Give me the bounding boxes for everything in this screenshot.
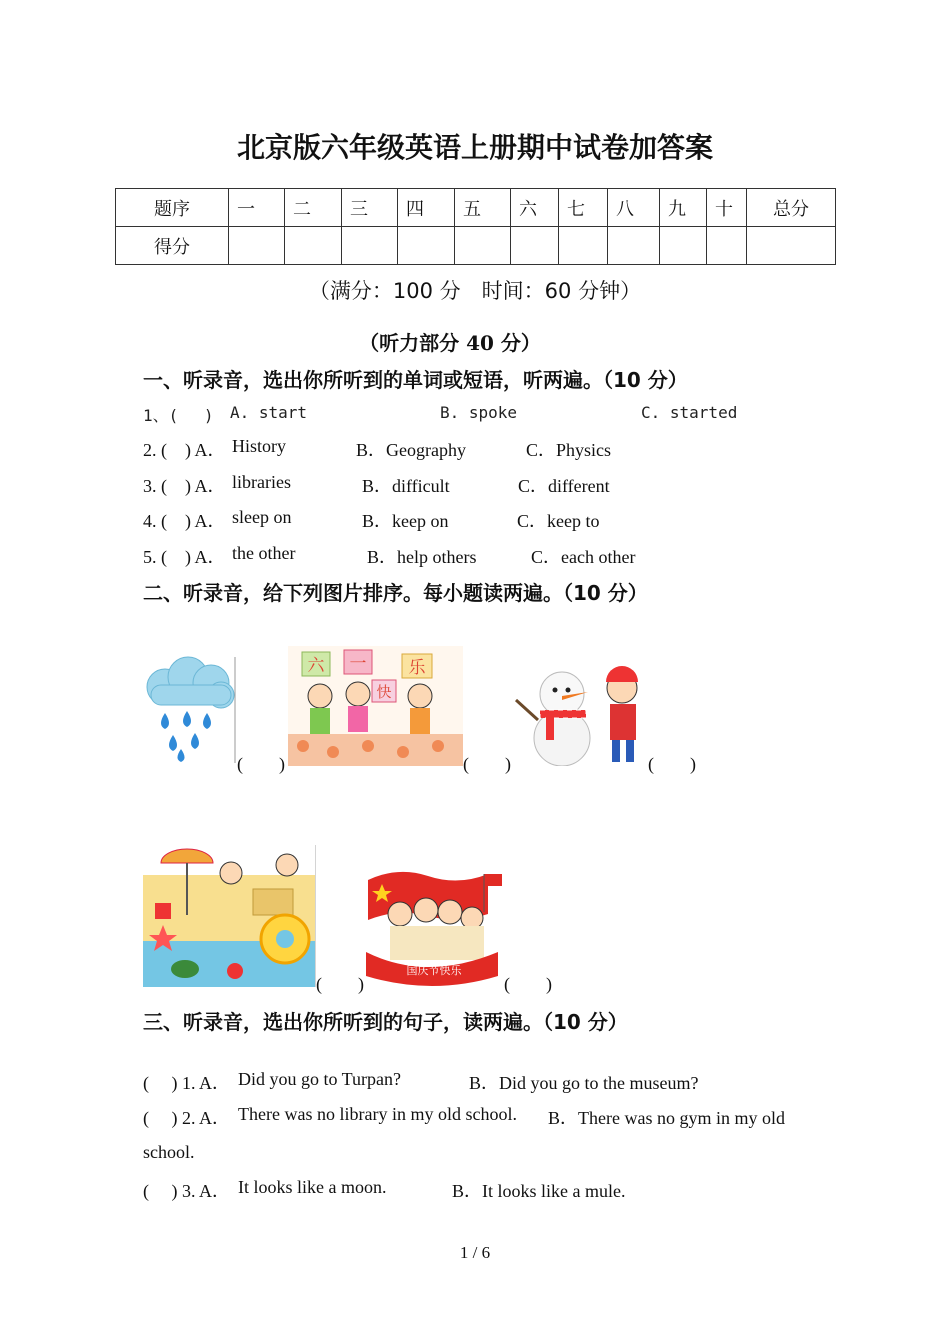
snowman-image (512, 660, 648, 766)
q3-option-a: libraries (232, 472, 291, 492)
s3q3-option-a: It looks like a moon. (238, 1177, 387, 1197)
q4-option-a: sleep on (232, 507, 292, 527)
table-cell: 七 (559, 189, 608, 227)
q5-number: 5. ( ) A． (143, 547, 226, 567)
answer-paren[interactable]: ( ) (316, 974, 364, 994)
q2-number: 2. ( ) A． (143, 440, 226, 460)
table-cell: 总分 (747, 189, 836, 227)
answer-paren[interactable]: ( ) (237, 754, 285, 774)
score-input-cell[interactable] (455, 227, 511, 265)
section2-title: 二、听录音，给下列图片排序。每小题读两遍。（10 分） (143, 581, 648, 605)
childrens-day-image (288, 646, 463, 766)
national-day-image (362, 862, 504, 986)
q4-option-b: B．keep on (362, 511, 449, 531)
s3q2-number: ( ) 2. A． (143, 1108, 230, 1128)
q1-number: 1、( ) (143, 406, 214, 425)
score-input-cell[interactable] (559, 227, 608, 265)
q1-option-c: C. started (641, 403, 738, 422)
q3-option-b: B．difficult (362, 476, 450, 496)
section3-title: 三、听录音，选出你所听到的句子，读两遍。（10 分） (143, 1010, 628, 1034)
score-input-cell[interactable] (608, 227, 660, 265)
s3q2-continuation: school. (143, 1142, 195, 1162)
q4-option-c: C．keep to (517, 511, 600, 531)
listening-part-heading: （听力部分 40 分） (359, 331, 541, 355)
beach-image (143, 845, 316, 987)
table-cell: 九 (660, 189, 707, 227)
s3q2-option-a: There was no library in my old school. (238, 1104, 517, 1124)
score-input-cell[interactable] (398, 227, 455, 265)
table-cell: 四 (398, 189, 455, 227)
q4-number: 4. ( ) A． (143, 511, 226, 531)
answer-paren[interactable]: ( ) (648, 754, 696, 774)
banner-char: 快 (376, 683, 392, 701)
score-table (115, 188, 836, 265)
q5-option-a: the other (232, 543, 296, 563)
s3q1-option-b: B．Did you go to the museum? (469, 1073, 699, 1093)
score-input-cell[interactable] (342, 227, 398, 265)
q2-option-a: History (232, 436, 286, 456)
table-cell: 八 (608, 189, 660, 227)
table-cell: 六 (511, 189, 559, 227)
banner-char: 乐 (408, 658, 426, 678)
table-cell: 得分 (116, 227, 229, 265)
section1-title: 一、听录音，选出你所听到的单词或短语，听两遍。（10 分） (143, 368, 688, 392)
score-table-header-row (116, 189, 836, 227)
s3q3-option-b: B．It looks like a mule. (452, 1181, 626, 1201)
q1-option-b: B. spoke (440, 403, 518, 422)
score-input-cell[interactable] (660, 227, 707, 265)
q5-option-c: C．each other (531, 547, 636, 567)
page-title: 北京版六年级英语上册期中试卷加答案 (236, 131, 713, 164)
score-input-cell[interactable] (707, 227, 747, 265)
table-cell: 十 (707, 189, 747, 227)
table-cell: 五 (455, 189, 511, 227)
s3q3-number: ( ) 3. A． (143, 1181, 230, 1201)
q3-option-c: C．different (518, 476, 610, 496)
page-number: 1 / 6 (459, 1243, 491, 1262)
answer-paren[interactable]: ( ) (463, 754, 511, 774)
s3q1-option-a: Did you go to Turpan? (238, 1069, 402, 1089)
s3q1-number: ( ) 1. A． (143, 1073, 230, 1093)
rain-cloud-image (143, 655, 238, 765)
banner-char: 一 (349, 654, 367, 674)
score-input-cell[interactable] (285, 227, 342, 265)
exam-meta: （满分：100 分 时间：60 分钟） (308, 279, 642, 303)
score-input-cell[interactable] (747, 227, 836, 265)
q3-number: 3. ( ) A． (143, 476, 226, 496)
flag-text: 国庆节快乐 (406, 964, 462, 977)
score-input-cell[interactable] (511, 227, 559, 265)
q2-option-c: C．Physics (526, 440, 612, 460)
table-cell: 一 (229, 189, 285, 227)
table-cell: 二 (285, 189, 342, 227)
answer-paren[interactable]: ( ) (504, 974, 552, 994)
score-table-score-row (116, 227, 836, 265)
s3q2-option-b: B．There was no gym in my old (548, 1108, 785, 1128)
q2-option-b: B．Geography (356, 440, 466, 460)
q5-option-b: B．help others (367, 547, 477, 567)
table-cell: 题序 (116, 189, 229, 227)
q1-option-a: A. start (230, 403, 308, 422)
banner-char: 六 (307, 656, 325, 676)
score-input-cell[interactable] (229, 227, 285, 265)
table-cell: 三 (342, 189, 398, 227)
